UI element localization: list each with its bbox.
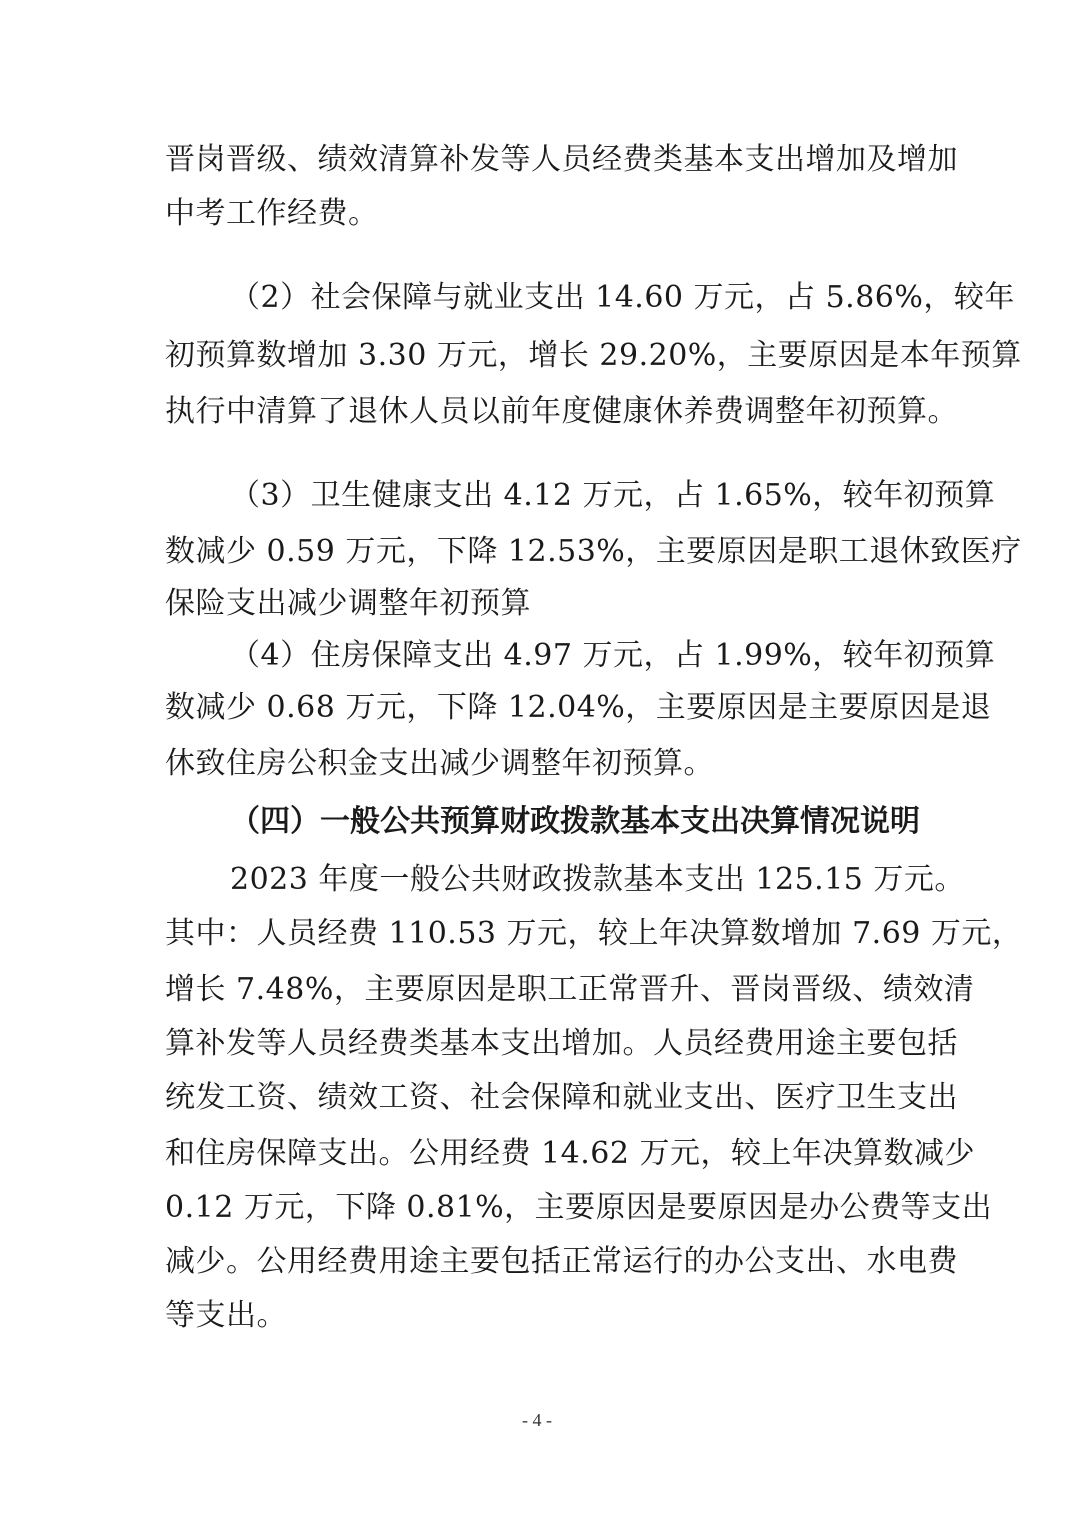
text-line: 减少。公用经费用途主要包括正常运行的办公支出、水电费 [165,1244,958,1279]
text-line: 算补发等人员经费类基本支出增加。人员经费用途主要包括 [165,1026,958,1061]
page-number: - 4 - [522,1410,552,1430]
text-line: 统发工资、绩效工资、社会保障和就业支出、医疗卫生支出 [165,1080,958,1115]
text-line: 初预算数增加 3.30 万元，增长 29.20%，主要原因是本年预算 [165,338,1022,373]
text-line: （2）社会保障与就业支出 14.60 万元，占 5.86%，较年 [230,280,1015,315]
text-line: 数减少 0.68 万元，下降 12.04%，主要原因是主要原因是退 [165,690,992,725]
text-line: 数减少 0.59 万元，下降 12.53%，主要原因是职工退休致医疗 [165,534,1022,569]
text-line: 2023 年度一般公共财政拨款基本支出 125.15 万元。 [230,862,965,897]
text-line: 等支出。 [165,1298,287,1333]
text-line: （3）卫生健康支出 4.12 万元，占 1.65%，较年初预算 [230,478,996,513]
text-line: 0.12 万元，下降 0.81%，主要原因是要原因是办公费等支出 [165,1190,993,1225]
text-line: 增长 7.48%，主要原因是职工正常晋升、晋岗晋级、绩效清 [165,972,975,1007]
text-line: 和住房保障支出。公用经费 14.62 万元，较上年决算数减少 [165,1136,975,1171]
text-line: 执行中清算了退休人员以前年度健康休养费调整年初预算。 [165,394,958,429]
text-line: 休致住房公积金支出减少调整年初预算。 [165,746,714,781]
section-heading: （四）一般公共预算财政拨款基本支出决算情况说明 [230,804,920,839]
text-line: 其中：人员经费 110.53 万元，较上年决算数增加 7.69 万元， [165,916,1023,951]
text-line: （4）住房保障支出 4.97 万元，占 1.99%，较年初预算 [230,638,996,673]
text-line: 中考工作经费。 [165,196,379,231]
text-line: 晋岗晋级、绩效清算补发等人员经费类基本支出增加及增加 [165,142,958,177]
text-line: 保险支出减少调整年初预算 [165,586,531,621]
